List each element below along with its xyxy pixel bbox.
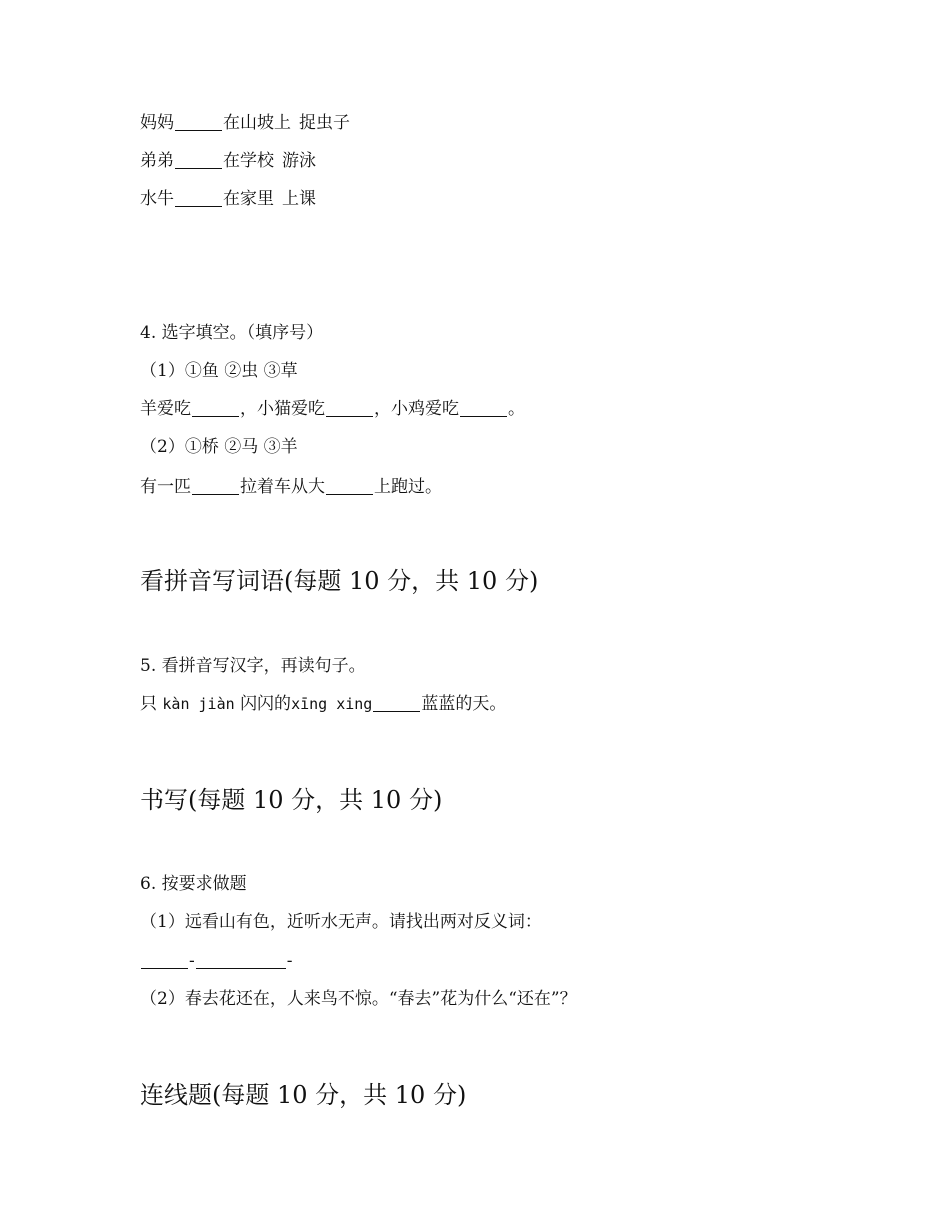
sentence-text: ，小猫爱吃 [240,399,325,419]
match-place: 在山坡上 [223,113,291,133]
q5-title: 5. 看拼音写汉字，再读句子。 [140,656,366,676]
dash-text: - [286,951,293,971]
pinyin-text: kàn jiàn [162,695,235,713]
q6-title: 6. 按要求做题 [140,874,247,894]
sentence-text: 蓝蓝的天。 [421,694,507,714]
answer-blank[interactable] [141,967,188,969]
answer-blank[interactable] [175,205,222,207]
match-subject: 妈妈 [140,113,174,133]
answer-blank[interactable] [326,415,373,417]
answer-blank[interactable] [192,493,239,495]
answer-blank[interactable] [326,493,373,495]
sentence-text: 闪闪的 [240,694,292,714]
answer-blank[interactable] [196,967,286,969]
section-heading-pinyin: 看拼音写词语(每题 10 分，共 10 分) [140,567,539,595]
sentence-text: 有一匹 [140,477,191,497]
sentence-text: ，小鸡爱吃 [374,399,459,419]
match-subject: 水牛 [140,189,174,209]
sentence-text: 羊爱吃 [140,399,191,419]
q6-antonym-blanks [140,950,293,972]
q6-part2: （2）春去花还在，人来鸟不惊。“春去”花为什么“还在”？ [140,989,577,1009]
match-action: 捉虫子 [299,113,350,133]
match-row-3 [140,188,316,210]
match-action: 上课 [282,189,316,209]
dash-text: - [189,951,195,971]
q4-part2-sentence [140,476,442,498]
sentence-text: 拉着车从大 [240,477,325,497]
sentence-text: 上跑过。 [374,477,442,497]
q6-part1: （1）远看山有色，近听水无声。请找出两对反义词： [140,912,542,932]
q4-part2-options: （2）①桥 ②马 ③羊 [140,437,298,457]
answer-blank[interactable] [460,415,507,417]
q4-part1-sentence [140,398,525,420]
match-action: 游泳 [282,151,316,171]
sentence-text: 。 [508,399,525,419]
answer-blank[interactable] [175,167,222,169]
pinyin-text: xīng xing [291,695,373,713]
answer-blank[interactable] [175,129,222,131]
q5-sentence [140,693,506,715]
match-row-1 [140,112,350,134]
match-place: 在学校 [223,151,274,171]
section-heading-writing: 书写(每题 10 分，共 10 分) [140,786,443,814]
sentence-text: 只 [140,694,157,714]
match-place: 在家里 [223,189,274,209]
answer-blank[interactable] [373,710,420,712]
answer-blank[interactable] [192,415,239,417]
q4-part1-options: （1）①鱼 ②虫 ③草 [140,361,298,381]
match-row-2 [140,150,316,172]
q4-title: 4. 选字填空。（填序号） [140,323,324,343]
match-subject: 弟弟 [140,151,174,171]
section-heading-matching: 连线题(每题 10 分，共 10 分) [140,1081,467,1109]
